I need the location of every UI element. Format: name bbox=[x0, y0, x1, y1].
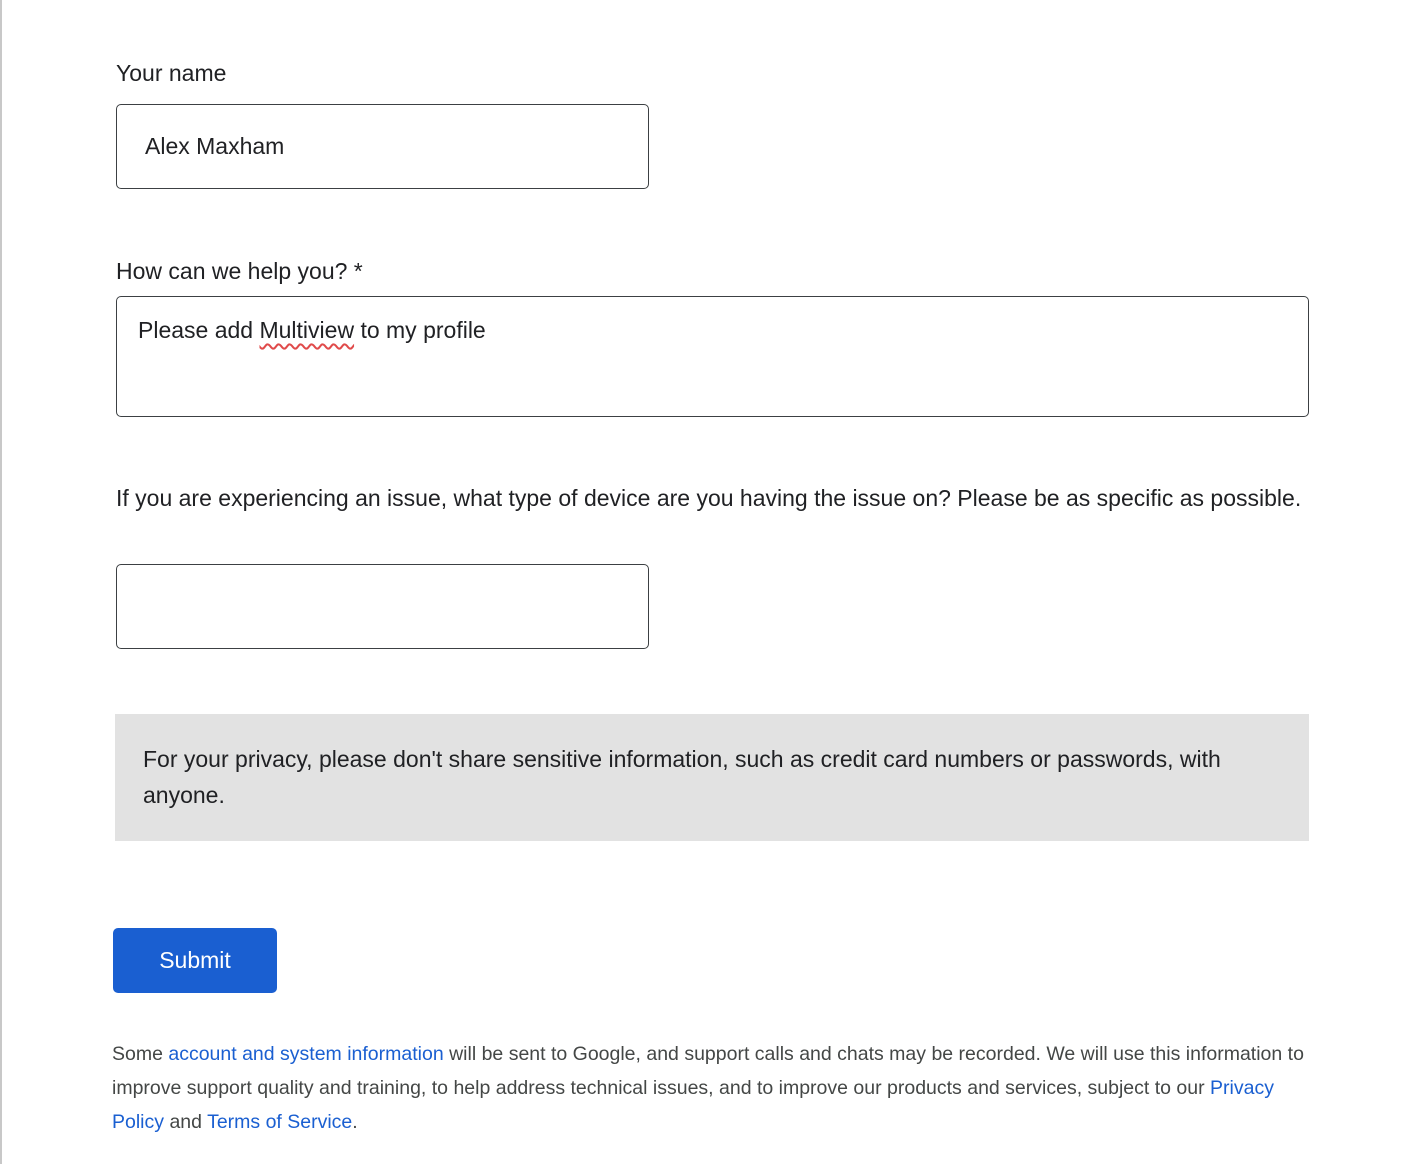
name-label: Your name bbox=[116, 60, 227, 86]
submit-button-label: Submit bbox=[159, 947, 231, 973]
name-field[interactable] bbox=[116, 104, 649, 189]
help-text-start: Please add bbox=[138, 317, 260, 343]
footer-disclaimer bbox=[112, 1037, 1312, 1139]
help-textarea[interactable] bbox=[116, 296, 1309, 417]
account-info-link[interactable]: account and system information bbox=[168, 1043, 444, 1065]
privacy-notice bbox=[115, 714, 1309, 841]
device-field[interactable] bbox=[116, 564, 649, 649]
help-text-end: to my profile bbox=[354, 317, 486, 343]
footer-text-3: and bbox=[164, 1111, 208, 1133]
device-label: If you are experiencing an issue, what type of device are you having the issue on? Please be as specific as possible. bbox=[116, 485, 1302, 511]
privacy-policy-link[interactable]: Privacy Policy bbox=[112, 1077, 1274, 1133]
footer-text-1: Some bbox=[112, 1043, 169, 1065]
help-label: How can we help you? * bbox=[116, 258, 363, 284]
submit-button[interactable] bbox=[113, 928, 277, 993]
name-field-value: Alex Maxham bbox=[145, 133, 285, 159]
footer-text-2: will be sent to Google, and support calls and chats may be recorded. We will use this information to improve support quality and training, to help address technical issues, and to improve our products and services, subject to our bbox=[112, 1043, 1304, 1099]
footer-text-4: . bbox=[352, 1111, 358, 1133]
terms-of-service-link[interactable]: Terms of Service bbox=[207, 1111, 353, 1133]
privacy-notice-text: For your privacy, please don't share sensitive information, such as credit card numbers or passwords, with anyone. bbox=[143, 746, 1221, 808]
misspelled-word[interactable]: Multiview bbox=[259, 317, 355, 343]
